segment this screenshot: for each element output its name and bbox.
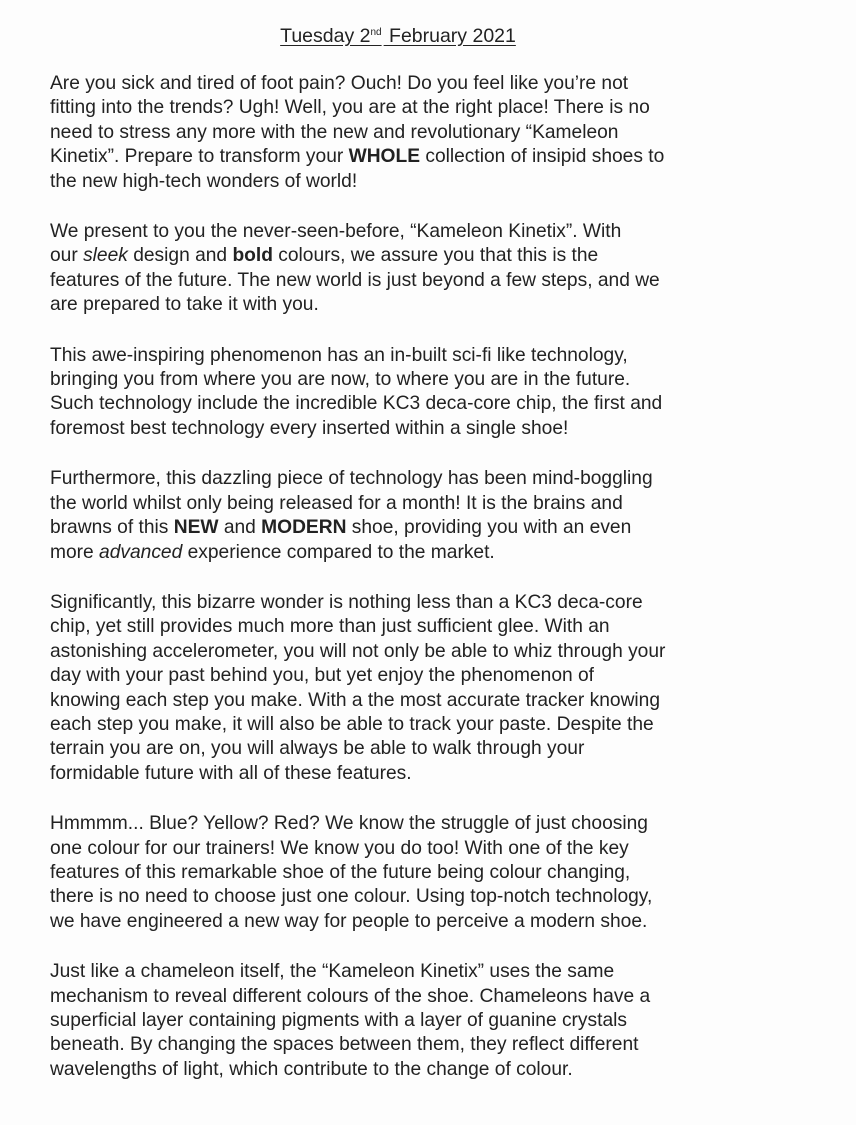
text-run: our <box>50 245 84 267</box>
text-run: Are you sick and tired of foot pain? Ouch! Do you feel like you’re not <box>50 73 629 94</box>
text-run: design and <box>127 245 233 267</box>
text-line <box>50 762 770 786</box>
paragraph <box>50 344 770 442</box>
text-line <box>50 689 770 713</box>
text-run: are prepared to take it with you. <box>50 294 319 316</box>
date-suffix: February 2021 <box>383 25 516 47</box>
text-line <box>50 492 770 516</box>
text-line <box>50 737 770 761</box>
text-run: Kinetix”. Prepare to transform your <box>50 146 349 168</box>
text-line <box>50 293 770 317</box>
text-run: we have engineered a new way for people to perceive a modern shoe. <box>50 910 648 932</box>
text-run: day with your past behind you, but yet enjoy the phenomenon of <box>50 665 595 687</box>
text-line <box>50 640 770 664</box>
text-run: Significantly, this bizarre wonder is nothing less than a KC3 deca-core <box>50 591 643 613</box>
italic-text: advanced <box>99 541 183 563</box>
bold-text: MODERN <box>261 517 347 539</box>
text-run: superficial layer containing pigments with a layer of guanine crystals <box>50 1010 627 1031</box>
text-line <box>50 861 770 885</box>
date-prefix: Tuesday 2 <box>280 25 371 47</box>
paragraph <box>50 72 770 194</box>
text-run: Such technology include the incredible KC3 deca-core chip, the first and <box>50 393 663 415</box>
text-run: astonishing accelerometer, you will not only be able to whiz through your <box>50 640 666 662</box>
text-line <box>50 812 770 836</box>
text-line <box>50 244 770 268</box>
text-line <box>50 96 770 120</box>
text-run: mechanism to reveal different colours of the shoe. Chameleons have a <box>50 985 651 1007</box>
bold-text: NEW <box>173 517 219 539</box>
text-line <box>50 1033 770 1057</box>
text-run: foremost best technology every inserted within a single shoe! <box>50 417 569 439</box>
text-line <box>50 368 770 392</box>
text-run: Just like a chameleon itself, the “Kameleon Kinetix” uses the same <box>50 961 615 983</box>
text-run: one colour for our trainers! We know you do too! With one of the key <box>50 837 629 859</box>
text-run: Furthermore, this dazzling piece of technology has been mind-boggling <box>50 468 653 490</box>
text-run: beneath. By changing the spaces between them, they reflect different <box>50 1034 639 1056</box>
text-line <box>50 615 770 639</box>
text-line <box>50 960 770 984</box>
text-run: and <box>218 517 262 539</box>
text-run: brawns of this <box>50 517 174 539</box>
text-line <box>50 985 770 1009</box>
text-line <box>50 837 770 861</box>
text-line <box>50 1058 770 1082</box>
text-line <box>50 121 770 145</box>
text-line <box>50 417 770 441</box>
text-line <box>50 220 770 244</box>
text-line <box>50 885 770 909</box>
text-line <box>50 1009 770 1033</box>
text-run: there is no need to choose just one colour. Using top-notch technology, <box>50 886 653 908</box>
text-run: colours, we assure you that this is the <box>272 245 599 267</box>
text-run: the new high-tech wonders of world! <box>50 170 358 192</box>
text-run: experience compared to the market. <box>182 541 495 563</box>
paragraph <box>50 812 770 934</box>
text-run: We present to you the never-seen-before, “Kameleon Kinetix”. With <box>50 221 622 243</box>
text-run: formidable future with all of these features. <box>50 762 412 784</box>
text-run: features of the future. The new world is just beyond a few steps, and we <box>50 269 660 291</box>
text-line <box>50 713 770 737</box>
paragraph <box>50 467 770 565</box>
text-line <box>50 344 770 368</box>
text-line <box>50 170 770 194</box>
text-line <box>50 910 770 934</box>
text-line <box>50 145 770 169</box>
paragraph <box>50 960 770 1082</box>
text-run: knowing each step you make. With a the most accurate tracker knowing <box>50 689 661 711</box>
bold-text: bold <box>232 245 273 267</box>
paragraph <box>50 591 770 786</box>
text-run: the world whilst only being released for a month! It is the brains and <box>50 492 623 514</box>
date-ordinal: nd <box>370 27 382 38</box>
text-run: each step you make, it will also be able to track your paste. Despite the <box>50 713 654 735</box>
text-line <box>50 591 770 615</box>
document-date <box>0 20 796 49</box>
text-run: terrain you are on, you will always be able to walk through your <box>50 738 585 760</box>
text-run: need to stress any more with the new and revolutionary “Kameleon <box>50 121 619 143</box>
text-run: bringing you from where you are now, to where you are in the future. <box>50 369 631 391</box>
text-line <box>50 467 770 491</box>
document-body <box>50 72 770 1108</box>
text-line <box>50 664 770 688</box>
text-line <box>50 269 770 293</box>
italic-text: sleek <box>83 245 128 267</box>
text-run: Hmmmm... Blue? Yellow? Red? We know the struggle of just choosing <box>50 813 648 835</box>
bold-text: WHOLE <box>348 146 421 168</box>
text-run: features of this remarkable shoe of the future being colour changing, <box>50 861 631 883</box>
text-run: chip, yet still provides much more than just sufficient glee. With an <box>50 616 610 638</box>
text-run: fitting into the trends? Ugh! Well, you are at the right place! There is no <box>50 97 650 119</box>
paragraph <box>50 220 770 318</box>
text-line <box>50 541 770 565</box>
text-run: more <box>50 541 100 563</box>
text-run: This awe-inspiring phenomenon has an in-built sci-fi like technology, <box>50 344 628 366</box>
text-run: wavelengths of light, which contribute to the change of colour. <box>50 1058 573 1080</box>
text-line <box>50 392 770 416</box>
text-line <box>50 72 770 96</box>
date-text <box>280 25 516 47</box>
text-run: shoe, providing you with an even <box>346 517 632 539</box>
text-line <box>50 516 770 540</box>
text-run: collection of insipid shoes to <box>420 146 665 168</box>
